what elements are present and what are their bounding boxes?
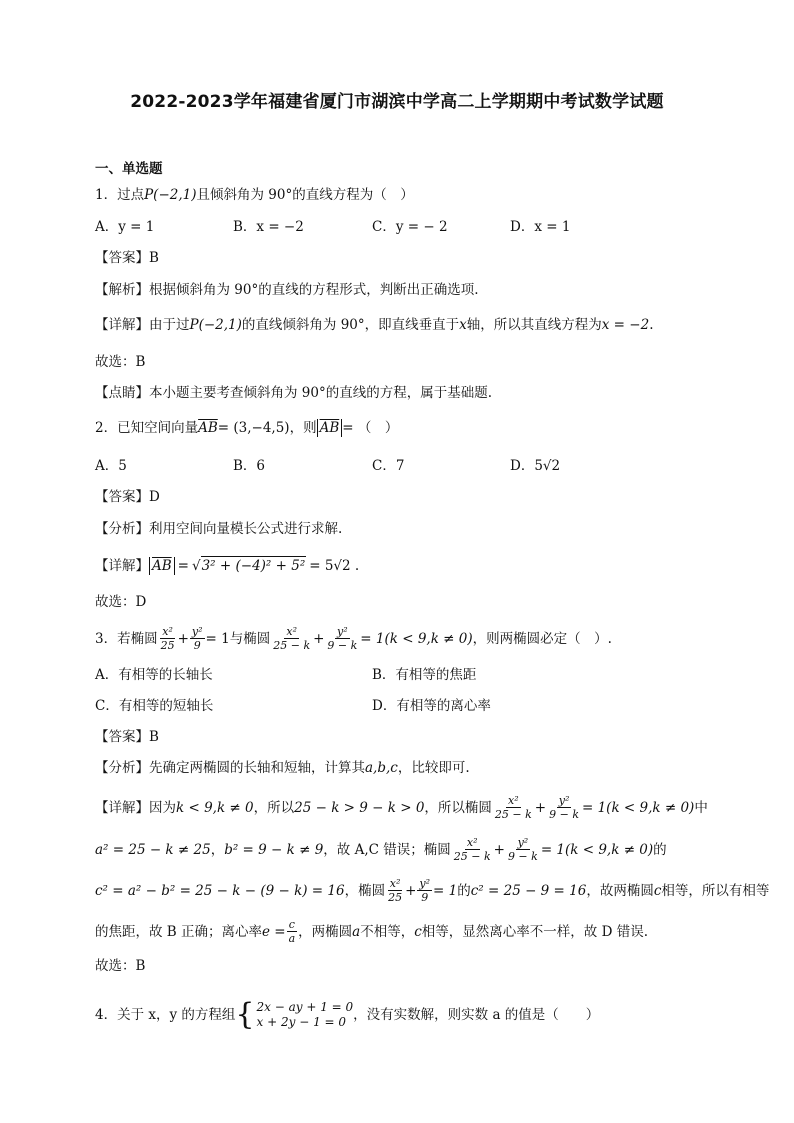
q2-option-c: C．7	[372, 458, 405, 474]
section-heading: 一、单选题	[95, 161, 163, 177]
q1-choose: 故选：B	[95, 354, 146, 370]
q2-stem: 2．已知空间向量 $\overline{AB}$ = (3,−4,5) ，则 $\overline{AB}$ = （ ）	[95, 420, 399, 436]
q1-option-c: C．y = − 2	[372, 219, 448, 235]
equation-system: { 2x − ay + 1 = 0 x + 2y − 1 = 0	[235, 997, 354, 1032]
q2-answer: 【答案】D	[95, 489, 160, 505]
q3-analysis: 【分析】先确定两椭圆的长轴和短轴，计算其 a,b,c ，比较即可.	[95, 760, 470, 776]
page-title: 2022-2023学年福建省厦门市湖滨中学高二上学期期中考试数学试题	[130, 92, 664, 112]
q1-stem: 1．过点 P(−2,1) 且倾斜角为 90°的直线方程为（ ）	[95, 187, 414, 203]
q2-analysis: 【分析】利用空间向量模长公式进行求解.	[95, 521, 343, 537]
q3-detail-line4: 的焦距，故 B 正确；离心率 e = $\frac{c}{a}$ ，两椭圆 a 不相等， c 相等，显然离心率不一样，故 D 错误.	[95, 918, 648, 945]
q2-option-d: D．5√2	[510, 458, 561, 474]
q1-option-b: B．x = −2	[233, 219, 304, 235]
q3-choose: 故选：B	[95, 958, 146, 974]
q2-option-a: A．5	[95, 458, 127, 474]
q3-option-b: B．有相等的焦距	[372, 667, 477, 683]
q2-option-b: B．6	[233, 458, 266, 474]
q3-answer: 【答案】B	[95, 729, 159, 745]
q3-option-d: D．有相等的离心率	[372, 698, 491, 714]
q3-detail-line1: 【详解】因为 k < 9,k ≠ 0 ，所以 25 − k > 9 − k > 0 ，所以椭圆 $\frac{\text{x²}}{25 - k}$ + $\frac{\text{y²}}{9 - k}$ = 1(k < 9,k ≠ 0) 中	[95, 794, 708, 821]
q3-detail-line3: c² = a² − b² = 25 − k − (9 − k) = 16 ，椭圆 $\frac{\text{x²}}{25}$ + $\frac{\text{y²}}{9}$ = 1 的 c² = 25 − 9 = 16 ，故两椭圆 c 相等，所以有相等	[95, 877, 770, 904]
q1-analysis: 【解析】根据倾斜角为 90°的直线的方程形式，判断出正确选项.	[95, 282, 479, 298]
q2-choose: 故选：D	[95, 594, 147, 610]
q1-answer: 【答案】B	[95, 250, 159, 266]
q3-stem: 3．若椭圆 $\frac{\text{x²}}{25}$ + $\frac{\text{y²}}{9}$ = 1 与椭圆 $\frac{\text{x²}}{25 - k}$ + $\frac{\text{y²}}{9 - k}$ = 1(k < 9,k ≠ 0) ，则两椭圆必定（ ）.	[95, 625, 612, 652]
q3-option-c: C．有相等的短轴长	[95, 698, 214, 714]
q1-detail: 【详解】由于过 P(−2,1) 的直线倾斜角为 90°，即直线垂直于 x 轴，所以其直线方程为 x = −2 .	[95, 317, 654, 333]
q1-option-d: D．x = 1	[510, 219, 571, 235]
q3-option-a: A．有相等的长轴长	[95, 667, 213, 683]
q2-detail: 【详解】 $\overline{AB}$ = √ 3² + (−4)² + 5² = 5√2 .	[95, 557, 360, 574]
q3-detail-line2: a² = 25 − k ≠ 25 ， b² = 9 − k ≠ 9 ，故 A,C 错误；椭圆 $\frac{\text{x²}}{25 - k}$ + $\frac{\text{y²}}{9 - k}$ = 1(k < 9,k ≠ 0) 的	[95, 836, 667, 863]
q1-option-a: A．y = 1	[95, 219, 155, 235]
q4-stem: 4．关于 x，y 的方程组 { 2x − ay + 1 = 0 x + 2y − 1 = 0 ，没有实数解，则实数 a 的值是（ ）	[95, 997, 600, 1032]
q1-comment: 【点睛】本小题主要考查倾斜角为 90°的直线的方程，属于基础题.	[95, 385, 493, 401]
